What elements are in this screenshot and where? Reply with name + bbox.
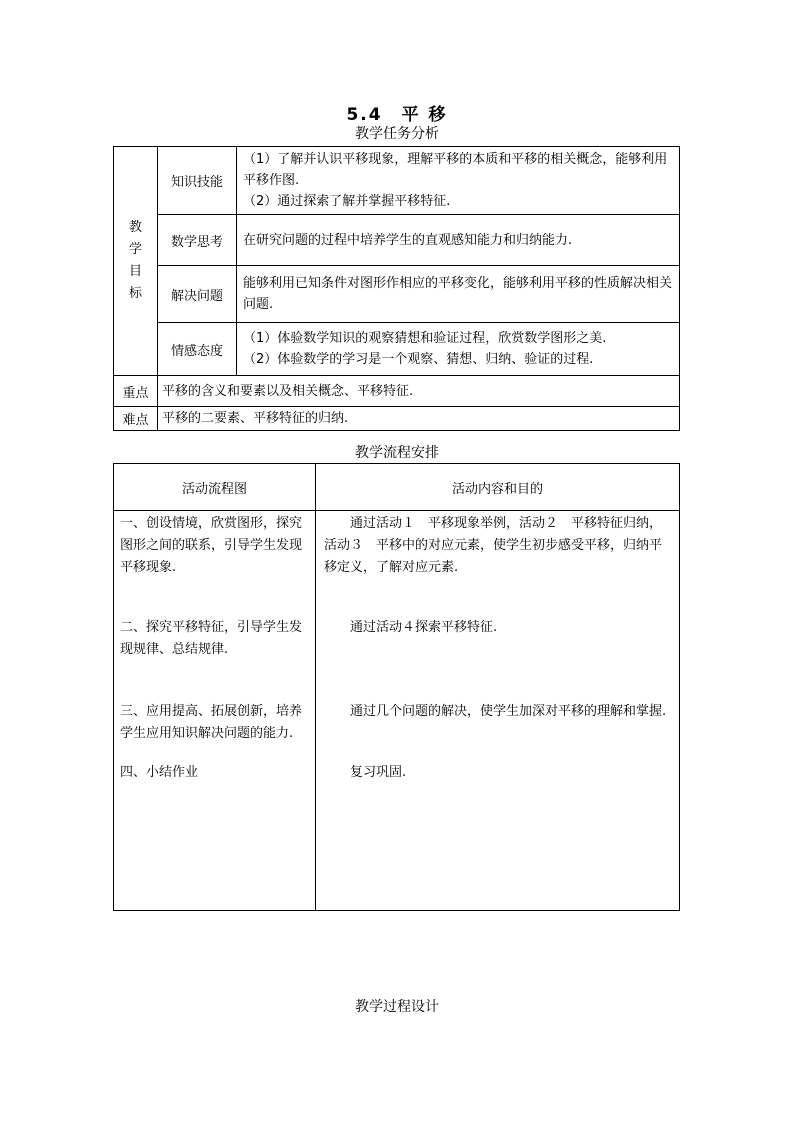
goal-char: 标 (128, 286, 142, 301)
content-line: （2）通过探索了解并掌握平移特征. (243, 194, 451, 209)
row-label: 情感态度 (158, 323, 237, 376)
list-item: 四、小结作业 (120, 765, 199, 780)
list-item: 一、创设情境，欣赏图形，探究图形之间的联系，引导学生发现平移现象. (120, 516, 303, 575)
table-header-row (114, 464, 680, 511)
table-row (114, 147, 680, 215)
list-item: 二、探究平移特征，引导学生发现规律、总结规律. (120, 620, 303, 657)
list-item: 通过活动１ 平移现象举例，活动２ 平移特征归纳，活动３ 平移中的对应元素，使学生初步感受平移，归纳平移定义，了解对应元素. (324, 516, 663, 575)
content-line: （2）体验数学的学习是一个观察、猜想、归纳、验证的过程. (243, 352, 594, 367)
table-row (114, 376, 680, 407)
difficulty-label: 难点 (114, 407, 158, 431)
list-item: 通过几个问题的解决，使学生加深对平移的理解和掌握. (350, 704, 667, 719)
table-row (114, 266, 680, 323)
activity-flow-cell (114, 511, 316, 911)
teaching-flow-table (113, 463, 680, 911)
row-content (237, 215, 680, 266)
design-heading: 教学过程设计 (355, 999, 439, 1015)
teaching-goal-label (114, 147, 158, 376)
goal-char: 教 (128, 220, 142, 235)
row-label: 解决问题 (158, 266, 237, 323)
column-header: 活动内容和目的 (316, 464, 680, 511)
key-point-text: 平移的含义和要素以及相关概念、平移特征. (158, 376, 680, 407)
column-header: 活动流程图 (114, 464, 316, 511)
row-content (237, 266, 680, 323)
goal-char: 学 (128, 242, 142, 257)
row-content (237, 147, 680, 215)
table-row (114, 511, 680, 911)
row-label: 数学思考 (158, 215, 237, 266)
list-item: 三、应用提高、拓展创新，培养学生应用知识解决问题的能力. (120, 704, 303, 741)
list-item: 通过活动４探索平移特征. (350, 620, 498, 635)
key-point-label: 重点 (114, 376, 158, 407)
content-line: （1）体验数学知识的观察猜想和验证过程，欣赏数学图形之美. (243, 331, 607, 346)
flow-heading: 教学流程安排 (355, 445, 439, 461)
table-row (114, 407, 680, 431)
content-line: 在研究问题的过程中培养学生的直观感知能力和归纳能力. (243, 232, 573, 248)
page-title: 5.4 平 移 (346, 105, 448, 125)
table-row (114, 323, 680, 376)
content-line: 能够利用已知条件对图形作相应的平移变化，能够利用平移的性质解决相关问题. (243, 276, 673, 312)
activity-content-cell (316, 511, 680, 911)
row-label: 知识技能 (158, 147, 237, 215)
difficulty-text: 平移的二要素、平移特征的归纳. (158, 407, 680, 431)
content-line: （1）了解并认识平移现象，理解平移的本质和平移的相关概念，能够利用平移作图. (243, 152, 668, 188)
list-item: 复习巩固. (350, 765, 407, 780)
goal-char: 目 (128, 264, 142, 279)
table-row (114, 215, 680, 266)
analysis-heading: 教学任务分析 (355, 126, 439, 142)
task-analysis-table (113, 146, 680, 431)
row-content (237, 323, 680, 376)
